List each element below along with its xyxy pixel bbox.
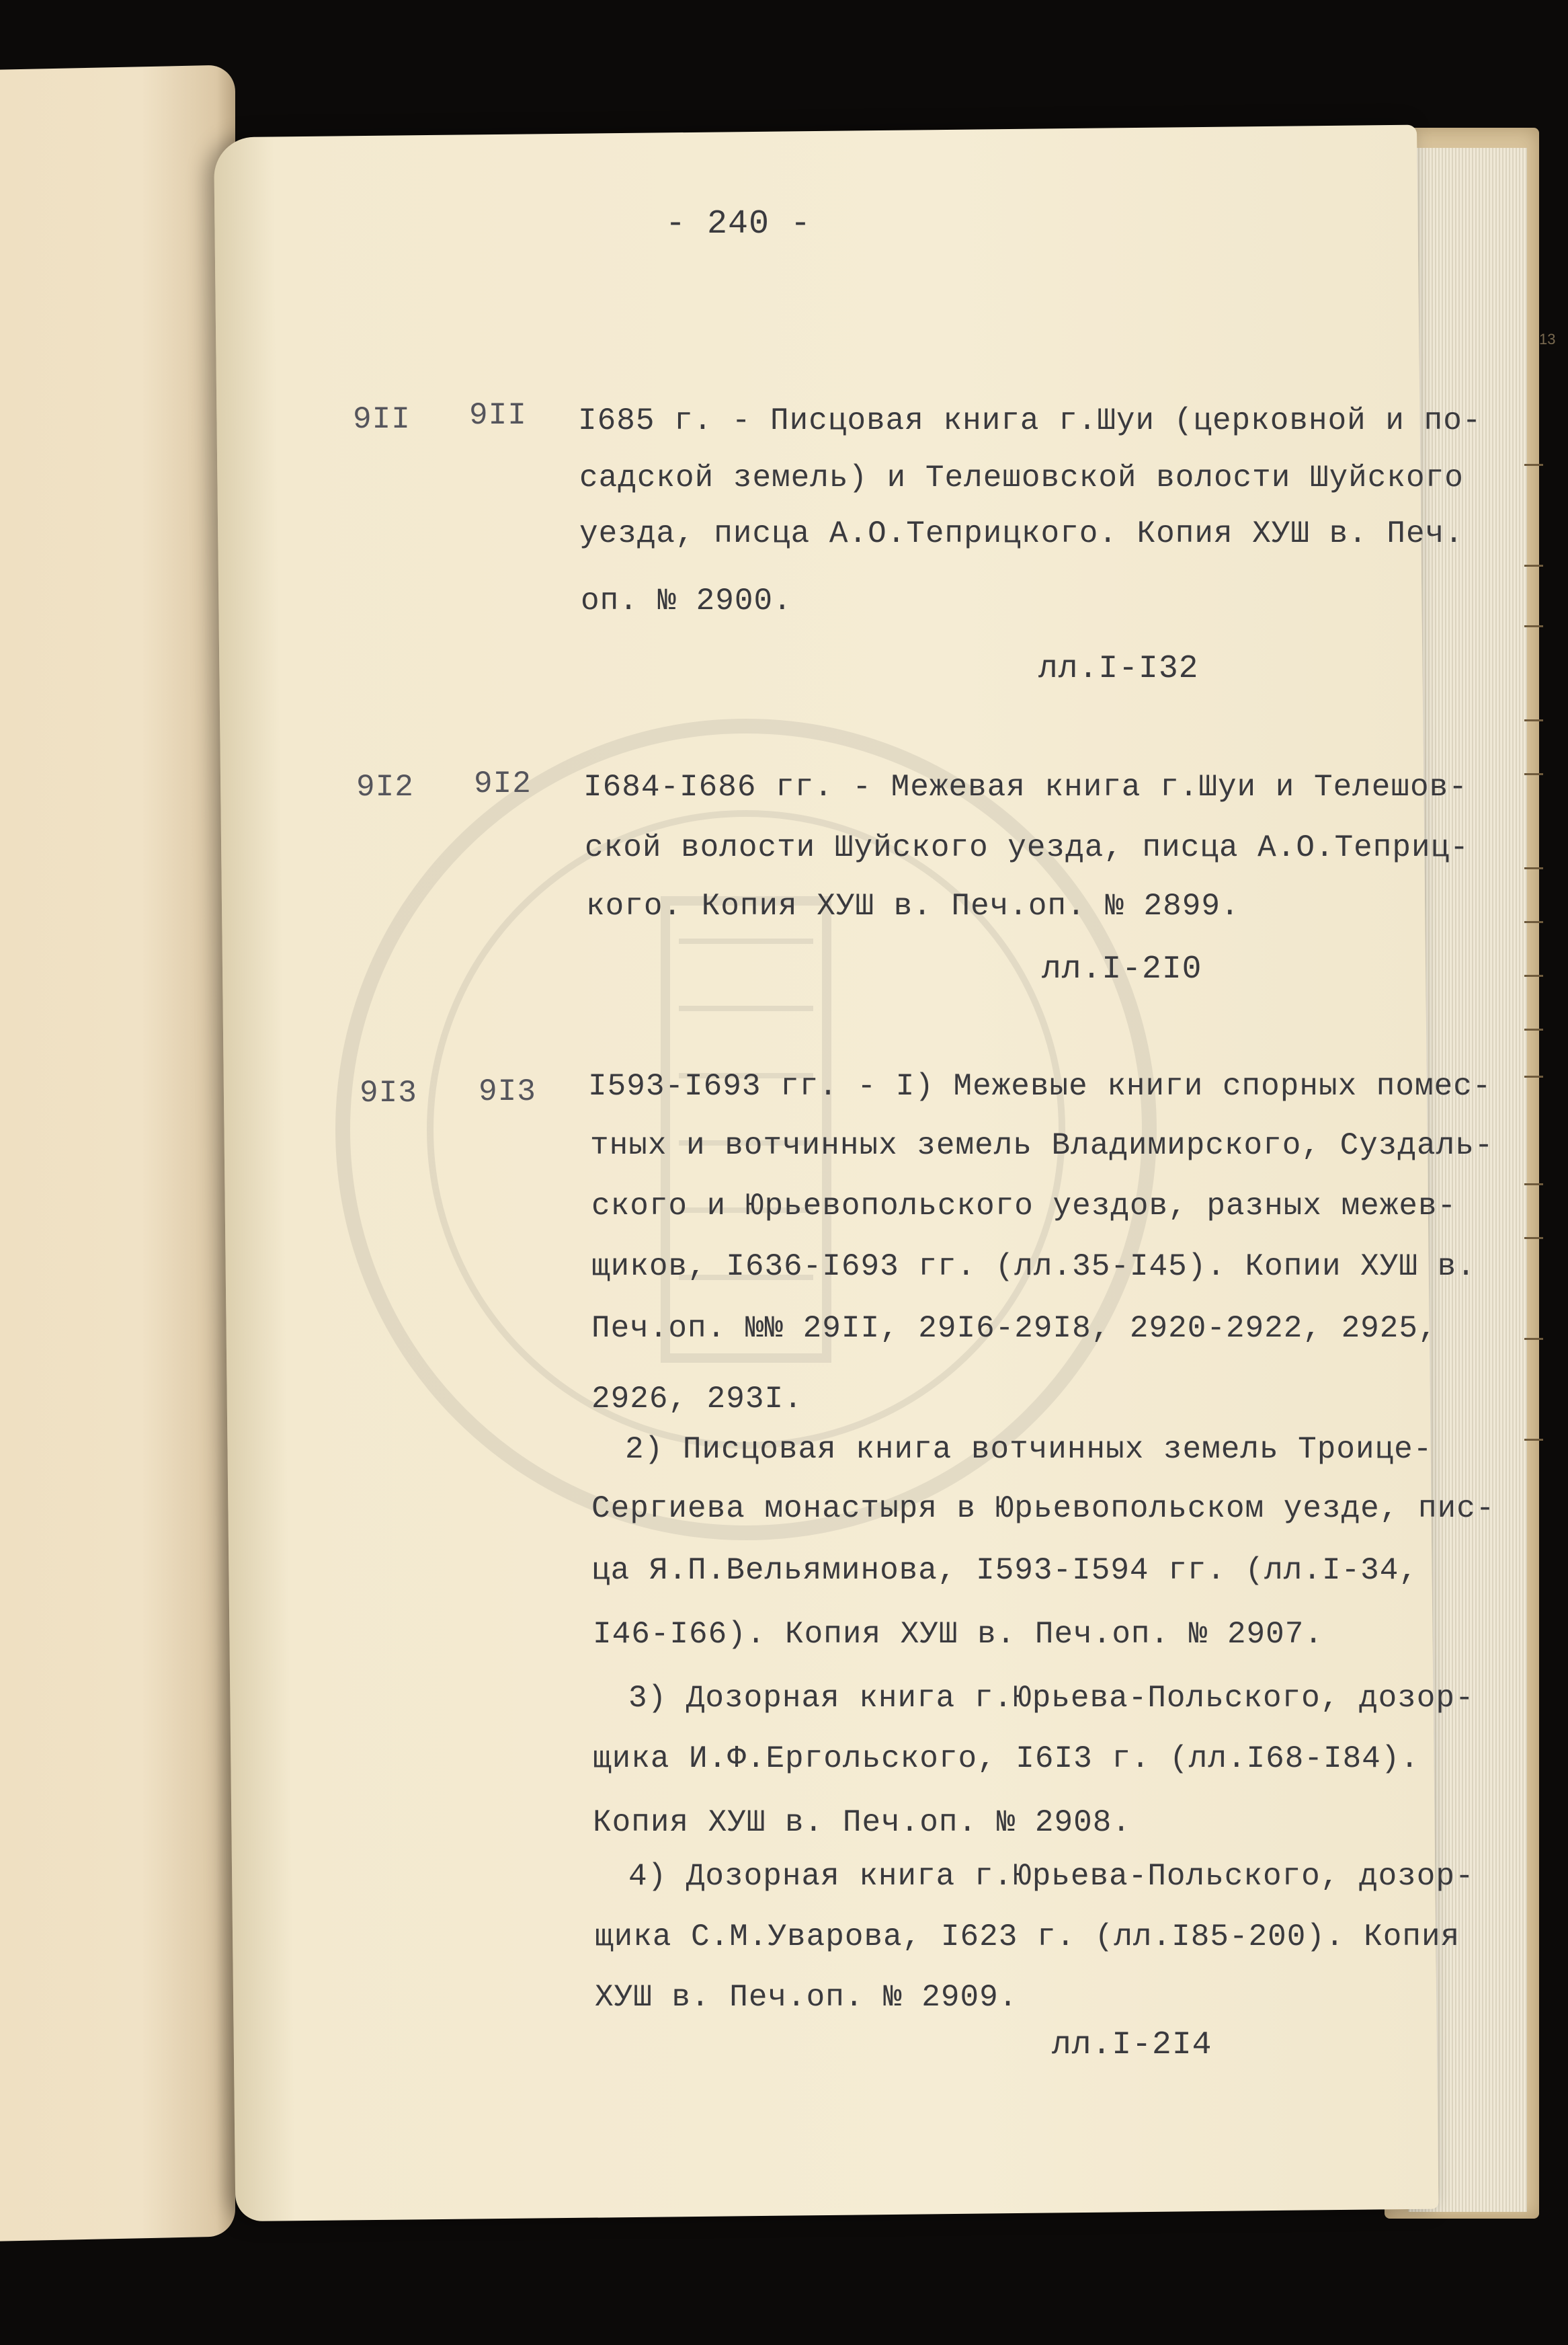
page-tab-mark (1524, 1237, 1543, 1239)
entry-line: 3) Дозорная книга г.Юрьева-Польского, дозор- (628, 1681, 1475, 1716)
entry-line: I593-I693 гг. - I) Межевые книги спорных помес- (588, 1069, 1492, 1104)
page-tab-mark (1524, 921, 1543, 923)
page-tab-mark (1524, 867, 1543, 869)
entry-line: ХУШ в. Печ.оп. № 2909. (595, 1980, 1018, 2015)
page-tab-mark (1524, 975, 1543, 977)
page-tab-mark (1524, 719, 1543, 721)
page-number: - 240 - (665, 205, 812, 243)
entry-folios: лл.I-2I0 (1042, 951, 1202, 988)
entry-line: уезда, писца А.О.Теприцкого. Копия ХУШ в. Печ. (579, 516, 1464, 551)
entry-line: Копия ХУШ в. Печ.оп. № 2908. (593, 1805, 1131, 1840)
page-tab-mark (1524, 1076, 1543, 1078)
main-page (214, 125, 1438, 2222)
entry-number-b: 9I3 (479, 1074, 536, 1109)
entry-line: щика С.М.Уварова, I623 г. (лл.I85-200). Копия (595, 1919, 1460, 1954)
page-tab-mark (1524, 773, 1543, 775)
entry-line: I684-I686 гг. - Межевая книга г.Шуи и Телешов- (583, 770, 1468, 805)
page-tab-mark (1524, 1183, 1543, 1185)
entry-number-a: 9I2 (356, 770, 414, 805)
entry-number-b: 9II (469, 398, 527, 433)
entry-line: Сергиева монастыря в Юрьевопольском уезде, пис- (591, 1491, 1495, 1526)
entry-line: I685 г. - Писцовая книга г.Шуи (церковной и по- (578, 403, 1482, 438)
entry-line: ской волости Шуйского уезда, писца А.О.Теприц- (585, 830, 1469, 865)
page-tab-mark (1524, 464, 1543, 466)
entry-line: ца Я.П.Вельяминова, I593-I594 гг. (лл.I-34, (591, 1553, 1418, 1588)
left-page (0, 65, 235, 2241)
entry-line: оп. № 2900. (581, 584, 792, 619)
entry-folios: лл.I-2I4 (1052, 2027, 1212, 2063)
entry-line: Печ.оп. №№ 29II, 29I6-29I8, 2920-2922, 2925, (591, 1311, 1438, 1346)
entry-line: 2) Писцовая книга вотчинных земель Троице- (625, 1432, 1433, 1467)
entry-line: I46-I66). Копия ХУШ в. Печ.оп. № 2907. (593, 1617, 1323, 1652)
page-tab-mark (1524, 1029, 1543, 1031)
page-tab-mark (1524, 1338, 1543, 1340)
entry-line: ского и Юрьевопольского уездов, разных межев- (591, 1189, 1457, 1224)
entry-number-a: 9II (353, 402, 411, 437)
entry-line: садской земель) и Телешовской волости Шуйского (579, 461, 1464, 495)
stack-edge-number: 13 (1539, 331, 1556, 348)
page-tab-mark (1524, 1439, 1543, 1441)
page-tab-mark (1524, 565, 1543, 567)
entry-line: кого. Копия ХУШ в. Печ.оп. № 2899. (586, 889, 1240, 924)
entry-line: щиков, I636-I693 гг. (лл.35-I45). Копии ХУШ в. (591, 1249, 1476, 1284)
entry-number-b: 9I2 (474, 766, 532, 801)
entry-number-a: 9I3 (360, 1076, 417, 1111)
entry-folios: лл.I-I32 (1038, 651, 1199, 687)
page-tab-mark (1524, 625, 1543, 627)
entry-line: тных и вотчинных земель Владимирского, Суздаль- (590, 1128, 1494, 1163)
entry-line: 2926, 293I. (591, 1382, 803, 1417)
entry-line: 4) Дозорная книга г.Юрьева-Польского, дозор- (628, 1859, 1475, 1894)
entry-line: щика И.Ф.Ергольского, I6I3 г. (лл.I68-I84). (593, 1741, 1419, 1776)
